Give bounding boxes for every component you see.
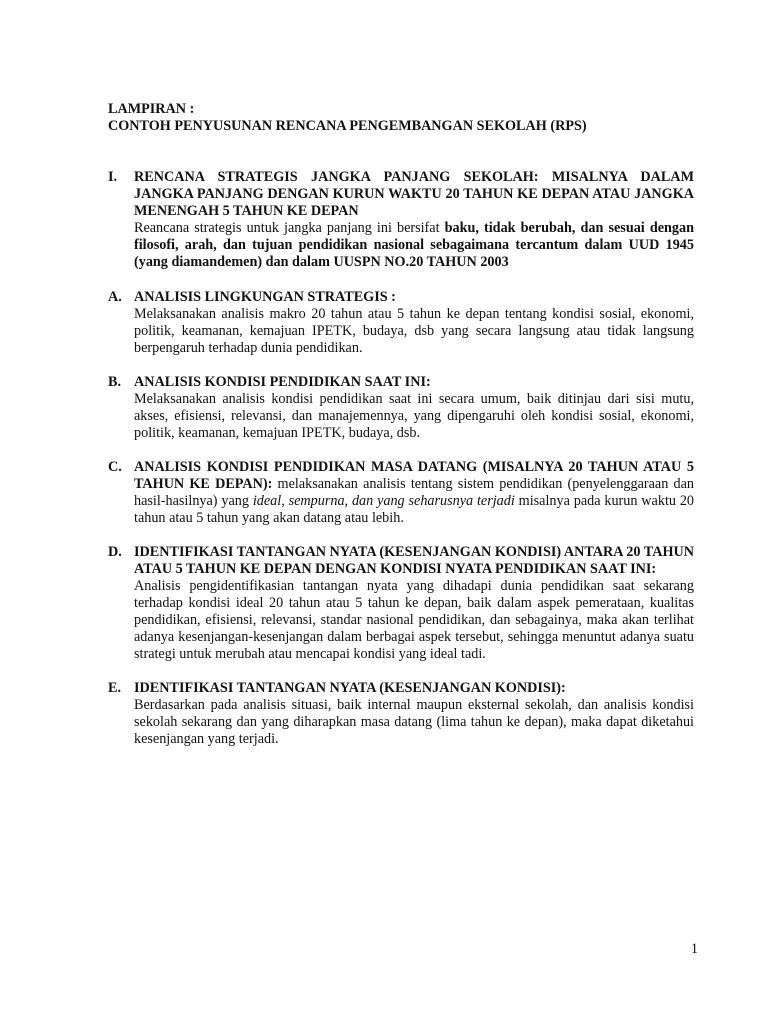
document-header xyxy=(108,101,694,135)
section-i-body-bold: baku, tidak berubah, dan sesuai dengan filosofi, arah, dan tujuan pendidikan nasional sebagaimana tercantum dalam UUD 1945 (yang diamandemen) dan dalam UUSPN NO.20 TAHUN 2003 xyxy=(134,220,694,270)
section-a-number: A. xyxy=(108,289,122,305)
section-i-content xyxy=(134,169,694,271)
section-d-content xyxy=(134,544,694,663)
section-i-body-plain: Reancana strategis untuk jangka panjang ini bersifat xyxy=(134,220,445,236)
section-c-content xyxy=(134,459,694,527)
document-title: CONTOH PENYUSUNAN RENCANA PENGEMBANGAN SEKOLAH (RPS) xyxy=(108,118,587,134)
section-c-body-3: misalnya pada kurun waktu 20 tahun atau 5 tahun yang akan datang atau lebih. xyxy=(134,493,695,526)
document-page xyxy=(108,101,694,748)
section-a-body: Melaksanakan analisis makro 20 tahun atau 5 tahun ke depan tentang kondisi sosial, ekonomi, politik, keamanan, kemajuan IPETK, budaya, dsb yang secara langsung atau tidak langsung berpengaruh terhadap dunia pendidikan. xyxy=(134,306,694,356)
section-d-body: Analisis pengidentifikasian tantangan nyata yang dihadapi dunia pendidikan saat sekarang terhadap kondisi ideal 20 tahun atau 5 tahun ke depan, baik dalam aspek pemerataan, kualitas pendidikan, efisiensi, relevansi, standar nasional pendidikan, dan sebagainya, maka akan terlihat adanya kesenjangan-kesenjangan dalam berbagai aspek tersebut, sehingga menuntut adanya suatu strategi untuk merubah atau mencapai kondisi yang ideal tadi. xyxy=(134,578,694,662)
section-b-body: Melaksanakan analisis kondisi pendidikan saat ini secara umum, baik ditinjau dari sisi mutu, akses, efisiensi, relevansi, dan manajemennya, yang dipengaruhi oleh kondisi sosial, ekonomi, politik, keamanan, kemajuan IPETK, budaya, dsb. xyxy=(134,391,694,441)
section-e xyxy=(108,680,694,748)
section-b-content xyxy=(134,374,694,442)
section-c-number: C. xyxy=(108,459,122,475)
appendix-label: LAMPIRAN : xyxy=(108,101,195,117)
section-c-body-italic-1: ideal xyxy=(252,493,282,509)
section-e-title: IDENTIFIKASI TANTANGAN NYATA (KESENJANGAN KONDISI): xyxy=(134,680,566,696)
section-e-body: Berdasarkan pada analisis situasi, baik internal maupun eksternal sekolah, dan analisis kondisi sekolah sekarang dan yang diharapkan masa datang (lima tahun ke depan), maka dapat diketahui kesenjangan yang terjadi. xyxy=(134,697,694,747)
section-e-number: E. xyxy=(108,680,122,696)
section-i xyxy=(108,169,694,271)
section-c-body-italic-2: sempurna, dan yang seharusnya terjadi xyxy=(288,493,515,509)
section-a-content xyxy=(134,289,694,357)
section-i-body xyxy=(134,220,694,271)
section-c-body-2: , xyxy=(281,493,289,509)
section-b-number: B. xyxy=(108,374,122,390)
section-a-title: ANALISIS LINGKUNGAN STRATEGIS : xyxy=(134,289,396,305)
section-d xyxy=(108,544,694,663)
section-b xyxy=(108,374,694,442)
section-c-title: ANALISIS KONDISI PENDIDIKAN MASA DATANG (MISALNYA 20 TAHUN ATAU 5 TAHUN KE DEPAN): xyxy=(134,459,694,492)
section-c xyxy=(108,459,694,527)
page-number: 1 xyxy=(690,941,698,957)
section-i-title: RENCANA STRATEGIS JANGKA PANJANG SEKOLAH: MISALNYA DALAM JANGKA PANJANG DENGAN KURUN WAKTU 20 TAHUN KE DEPAN ATAU JANGKA MENENGAH 5 TAHUN KE DEPAN xyxy=(134,169,694,219)
section-c-body-1: melaksanakan analisis tentang sistem pendidikan (penyelenggaraan dan hasil-hasilnya) yang xyxy=(134,476,694,509)
section-c-body xyxy=(134,459,694,527)
section-d-title: IDENTIFIKASI TANTANGAN NYATA (KESENJANGAN KONDISI) ANTARA 20 TAHUN ATAU 5 TAHUN KE DEPAN DENGAN KONDISI NYATA PENDIDIKAN SAAT INI: xyxy=(134,544,694,577)
section-a xyxy=(108,289,694,357)
section-d-number: D. xyxy=(108,544,122,560)
section-i-number: I. xyxy=(108,169,118,185)
section-b-title: ANALISIS KONDISI PENDIDIKAN SAAT INI: xyxy=(134,374,431,390)
section-e-content xyxy=(134,680,694,748)
